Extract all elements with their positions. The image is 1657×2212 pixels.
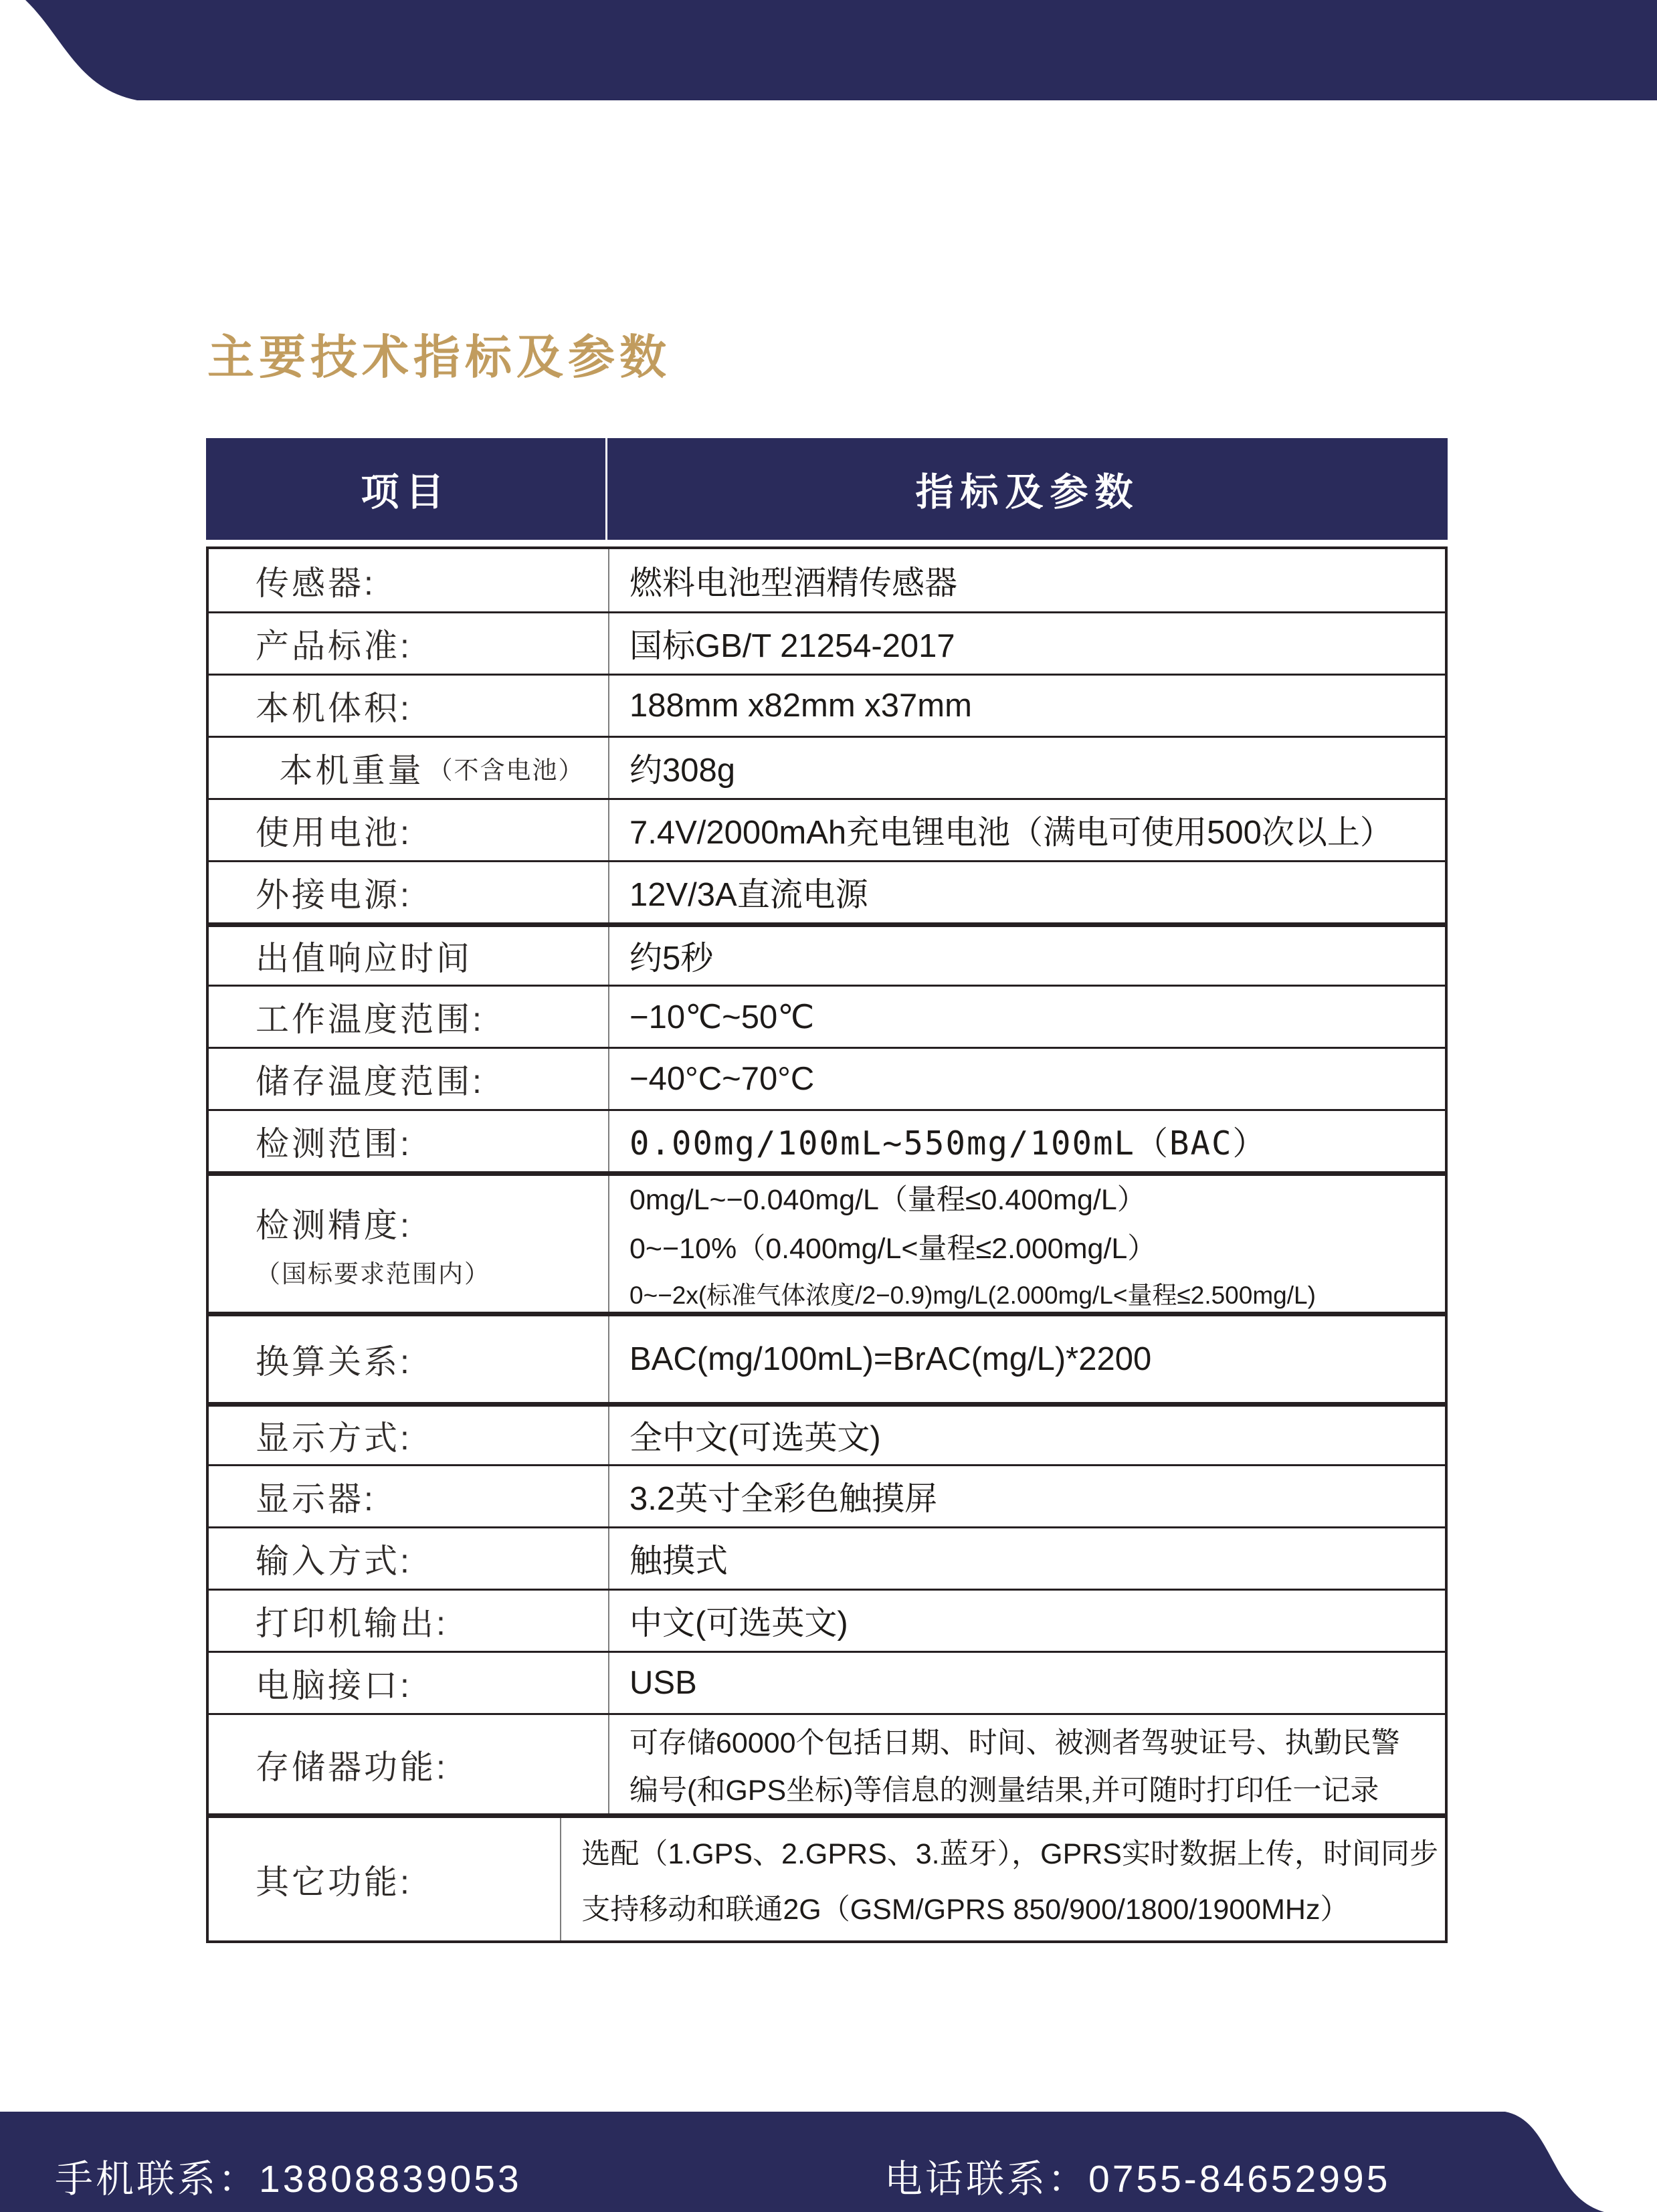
row-label-note: （不含电池）	[427, 757, 585, 784]
row-value: 全中文(可选英文)	[629, 1420, 881, 1456]
row-label: 电脑接口:	[256, 1667, 412, 1704]
row-label: 传感器:	[256, 564, 376, 602]
table-row	[209, 860, 1445, 922]
row-label: 工作温度范围:	[256, 1001, 484, 1038]
page-title: 主要技术指标及参数	[207, 331, 671, 383]
footer-mobile-contact: 手机联系：13808839053	[55, 2158, 522, 2201]
table-row	[209, 1526, 1445, 1589]
table-row	[209, 1589, 1445, 1651]
row-label: 本机重量	[279, 752, 424, 789]
row-value: 188mm x82mm x37mm	[629, 688, 972, 724]
row-label: 打印机输出:	[256, 1605, 448, 1642]
row-label: 显示方式:	[256, 1419, 412, 1457]
table-row	[209, 736, 1445, 798]
row-value: 3.2英寸全彩色触摸屏	[629, 1481, 938, 1517]
row-value: 燃料电池型酒精传感器	[629, 565, 958, 601]
row-value-line: 选配（1.GPS、2.GPRS、3.蓝牙），GPRS实时数据上传，时间同步	[581, 1837, 1438, 1870]
table-row	[209, 1402, 1445, 1464]
table-row	[209, 985, 1445, 1047]
row-value: USB	[629, 1665, 697, 1701]
row-label: 显示器:	[256, 1480, 376, 1518]
row-label-note: （国标要求范围内）	[256, 1260, 490, 1288]
table-header-spec: 指标及参数	[605, 438, 1448, 540]
table-row	[209, 549, 1445, 611]
top-swoosh-band	[0, 0, 1657, 100]
row-value: BAC(mg/100mL)=BrAC(mg/L)*2200	[629, 1341, 1152, 1377]
row-value: 触摸式	[629, 1543, 728, 1579]
table-header-item: 项目	[361, 471, 451, 514]
table-row	[209, 1713, 1445, 1813]
row-value: 约308g	[629, 752, 736, 789]
row-label: 换算关系:	[256, 1343, 412, 1381]
row-value: 0.00mg/100mL~550mg/100mL（BAC）	[629, 1124, 1267, 1163]
row-label: 产品标准:	[256, 627, 412, 665]
row-label: 储存温度范围:	[256, 1063, 484, 1100]
row-label: 本机体积:	[256, 690, 412, 727]
row-value-line: 0~−2x(标准气体浓度/2−0.9)mg/L(2.000mg/L<量程≤2.500mg/L)	[629, 1281, 1316, 1309]
row-label: 输入方式:	[256, 1542, 412, 1580]
row-value-line: 编号(和GPS坐标)等信息的测量结果,并可随时打印任一记录	[629, 1774, 1379, 1807]
table-row	[209, 1312, 1445, 1402]
table-row	[209, 611, 1445, 674]
table-row	[209, 1813, 1445, 1940]
row-value: −40°C~70°C	[629, 1061, 815, 1097]
row-value-line: 可存储60000个包括日期、时间、被测者驾驶证号、执勤民警	[629, 1726, 1400, 1759]
row-value: 国标GB/T 21254-2017	[629, 628, 955, 664]
row-value: −10℃~50℃	[629, 999, 815, 1035]
row-label: 检测精度:	[256, 1206, 412, 1244]
table-row	[209, 1464, 1445, 1526]
footer-phone-contact: 电话联系：0755-84652995	[884, 2158, 1391, 2201]
row-value: 中文(可选英文)	[629, 1605, 848, 1641]
table-row	[209, 1047, 1445, 1109]
table-header	[206, 438, 1448, 540]
row-label: 检测范围:	[256, 1125, 412, 1163]
table-row	[209, 1651, 1445, 1713]
row-value-line: 0mg/L~−0.040mg/L（量程≤0.400mg/L）	[629, 1183, 1146, 1216]
row-label: 使用电池:	[256, 814, 412, 851]
row-label: 其它功能:	[256, 1863, 412, 1901]
table-row	[209, 1109, 1445, 1171]
spec-table	[206, 546, 1448, 1943]
row-value-line: 0~−10%（0.400mg/L<量程≤2.000mg/L）	[629, 1232, 1157, 1265]
row-label: 出值响应时间	[256, 940, 472, 977]
table-row	[209, 674, 1445, 736]
row-label: 存储器功能:	[256, 1748, 448, 1786]
row-value: 7.4V/2000mAh充电锂电池（满电可使用500次以上）	[629, 815, 1393, 851]
row-value-line: 支持移动和联通2G（GSM/GPRS 850/900/1800/1900MHz）	[581, 1893, 1349, 1926]
table-row	[209, 1171, 1445, 1312]
row-value: 约5秒	[629, 940, 714, 977]
table-row	[209, 798, 1445, 860]
table-row	[209, 922, 1445, 985]
row-value: 12V/3A直流电源	[629, 877, 868, 913]
row-label: 外接电源:	[256, 876, 412, 914]
